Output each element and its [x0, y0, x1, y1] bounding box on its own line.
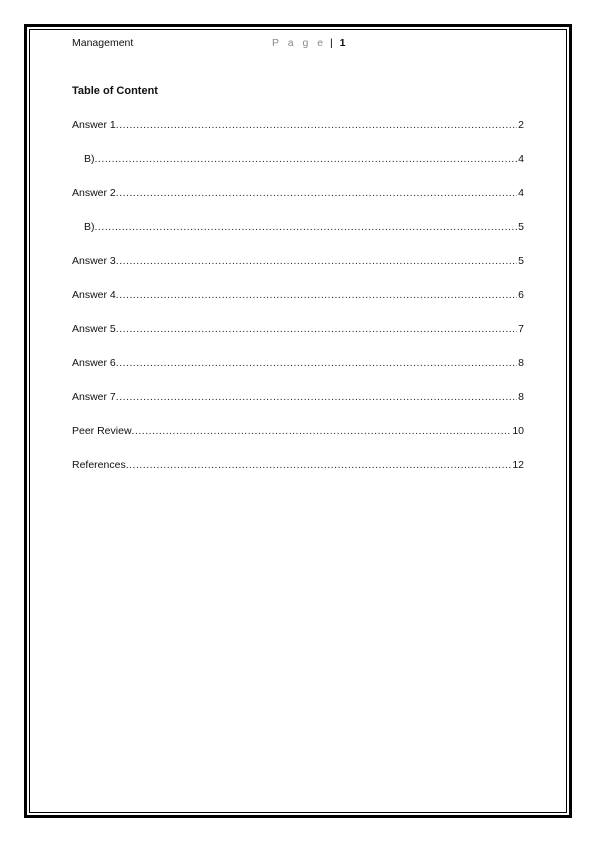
- toc-leader-dots: [95, 220, 518, 234]
- toc-leader-dots: [116, 254, 517, 268]
- toc-entry-answer-3[interactable]: [72, 254, 524, 268]
- toc-entry-references[interactable]: [72, 458, 524, 472]
- toc-leader-dots: [116, 186, 517, 200]
- toc-entry-label: Answer 5: [72, 323, 116, 335]
- toc-entry-page: 8: [518, 357, 524, 369]
- toc-entry-answer-1[interactable]: [72, 118, 524, 132]
- toc-leader-dots: [116, 118, 517, 132]
- toc-leader-dots: [116, 356, 517, 370]
- header-title: Management: [72, 37, 134, 49]
- toc-leader-dots: [116, 322, 517, 336]
- toc-leader-dots: [116, 390, 517, 404]
- toc-list: [72, 118, 524, 492]
- toc-entry-label: B): [84, 153, 95, 165]
- toc-entry-label: Answer 4: [72, 289, 116, 301]
- toc-entry-label: Peer Review: [72, 425, 132, 437]
- page-number: 1: [339, 37, 346, 49]
- toc-entry-label: References: [72, 459, 126, 471]
- toc-entry-label: Answer 3: [72, 255, 116, 267]
- toc-entry-label: Answer 1: [72, 119, 116, 131]
- toc-entry-answer-1-b[interactable]: [72, 152, 524, 166]
- toc-entry-page: 7: [518, 323, 524, 335]
- toc-entry-answer-7[interactable]: [72, 390, 524, 404]
- toc-entry-label: B): [84, 221, 95, 233]
- toc-entry-page: 10: [512, 425, 524, 437]
- toc-entry-label: Answer 2: [72, 187, 116, 199]
- toc-entry-answer-6[interactable]: [72, 356, 524, 370]
- toc-leader-dots: [132, 424, 512, 438]
- toc-entry-page: 5: [518, 255, 524, 267]
- toc-entry-page: 6: [518, 289, 524, 301]
- toc-entry-answer-2[interactable]: [72, 186, 524, 200]
- toc-entry-page: 4: [518, 187, 524, 199]
- toc-entry-page: 8: [518, 391, 524, 403]
- toc-entry-label: Answer 6: [72, 357, 116, 369]
- toc-title: Table of Content: [72, 85, 158, 97]
- toc-entry-answer-4[interactable]: [72, 288, 524, 302]
- toc-entry-page: 4: [518, 153, 524, 165]
- page-label: P a g e: [272, 37, 327, 49]
- toc-leader-dots: [116, 288, 517, 302]
- toc-entry-page: 12: [512, 459, 524, 471]
- toc-entry-page: 2: [518, 119, 524, 131]
- header-page-number: [272, 36, 346, 50]
- toc-entry-label: Answer 7: [72, 391, 116, 403]
- toc-entry-answer-5[interactable]: [72, 322, 524, 336]
- toc-leader-dots: [95, 152, 518, 166]
- toc-entry-answer-2-b[interactable]: [72, 220, 524, 234]
- toc-entry-page: 5: [518, 221, 524, 233]
- toc-leader-dots: [126, 458, 512, 472]
- toc-entry-peer-review[interactable]: [72, 424, 524, 438]
- page-separator: |: [330, 37, 333, 49]
